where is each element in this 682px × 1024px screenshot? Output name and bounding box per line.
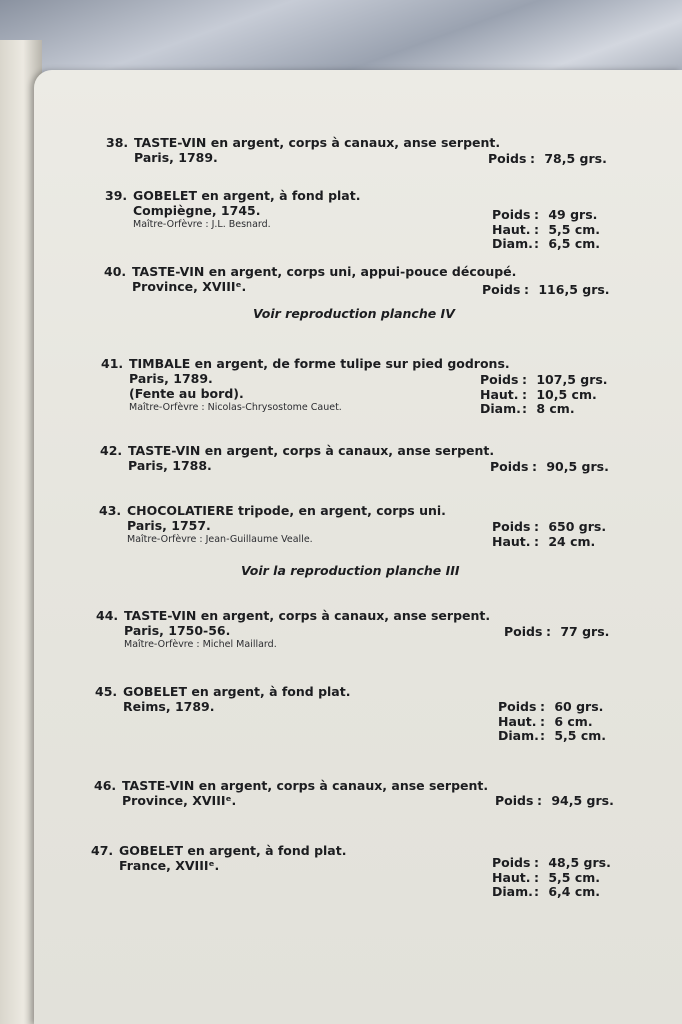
entry-title bbox=[128, 443, 508, 458]
entry-number: 44. bbox=[96, 608, 119, 623]
plate-note-iv: Voir reproduction planche IV bbox=[253, 306, 455, 321]
entry-number: 42. bbox=[100, 443, 123, 458]
measurement-label: Haut. bbox=[492, 533, 531, 549]
measurement-value: 10,5 cm. bbox=[532, 386, 597, 402]
entry-origin-line: Paris, 1750-56. bbox=[124, 623, 231, 638]
entry-maker: Maître-Orfèvre : J.L. Besnard. bbox=[133, 219, 271, 230]
entry-origin-line: Paris, 1788. bbox=[128, 458, 212, 473]
measurement-row: Poids : 77 grs. bbox=[504, 624, 610, 639]
entry-description: en argent, corps à canaux, anse serpent. bbox=[206, 135, 501, 150]
entry-maker: Maître-Orfèvre : Jean-Guillaume Vealle. bbox=[127, 534, 313, 545]
entry-object-type: TASTE-VIN bbox=[122, 778, 195, 793]
entry-number: 39. bbox=[105, 188, 128, 203]
measurement-row: Haut. : 24 cm. bbox=[492, 533, 596, 549]
measurement-row: Haut. : 6 cm. bbox=[498, 713, 593, 729]
entry-measurements bbox=[492, 856, 611, 900]
entry-description: en argent, à fond plat. bbox=[196, 188, 361, 203]
entry-origin-line: Compiègne, 1745. bbox=[133, 203, 261, 218]
entry-measurements bbox=[490, 460, 609, 475]
measurement-value: 48,5 grs. bbox=[544, 855, 611, 870]
measurement-label: Poids bbox=[480, 372, 519, 387]
entry-object-type: TASTE-VIN bbox=[128, 443, 201, 458]
entry-number: 47. bbox=[91, 843, 114, 858]
measurement-label: Poids bbox=[492, 207, 531, 222]
measurement-label: Poids bbox=[498, 699, 537, 714]
measurement-row: Poids : 650 grs. bbox=[492, 519, 607, 534]
measurement-row: Poids : 78,5 grs. bbox=[488, 151, 607, 166]
entry-origin-line: Paris, 1757. bbox=[127, 518, 211, 533]
measurement-row: Poids : 116,5 grs. bbox=[482, 282, 610, 297]
entry-object-type: TASTE-VIN bbox=[134, 135, 207, 150]
entry-origin-line: Paris, 1789. bbox=[134, 150, 218, 165]
entry-number: 45. bbox=[95, 684, 118, 699]
measurement-value: 49 grs. bbox=[544, 207, 598, 222]
entry-title bbox=[119, 843, 499, 858]
plate-note-iii: Voir la reproduction planche III bbox=[241, 563, 460, 578]
measurement-row: Haut. : 10,5 cm. bbox=[480, 386, 597, 402]
entry-description: en argent, corps uni, appui-pouce découpé. bbox=[204, 264, 517, 279]
measurement-label: Poids bbox=[492, 855, 531, 870]
entry-title bbox=[127, 503, 507, 518]
entry-title bbox=[122, 778, 502, 793]
entry-origin-line: Paris, 1789. bbox=[129, 371, 213, 386]
measurement-label: Poids bbox=[504, 624, 543, 639]
measurement-value: 94,5 grs. bbox=[547, 793, 614, 808]
entry-object-type: TASTE-VIN bbox=[124, 608, 197, 623]
entry-object-type: GOBELET bbox=[123, 684, 187, 699]
measurement-value: 60 grs. bbox=[550, 699, 604, 714]
measurement-value: 78,5 grs. bbox=[540, 151, 607, 166]
measurement-value: 650 grs. bbox=[544, 519, 607, 534]
measurement-label: Diam. bbox=[492, 884, 533, 899]
measurement-label: Haut. bbox=[492, 869, 531, 885]
entry-maker: Maître-Orfèvre : Nicolas-Chrysostome Cauet. bbox=[129, 402, 342, 413]
entry-description: tripode, en argent, corps uni. bbox=[233, 503, 446, 518]
measurement-label: Diam. bbox=[480, 401, 521, 416]
measurement-label: Haut. bbox=[492, 221, 531, 237]
entry-description: en argent, de forme tulipe sur pied godrons. bbox=[190, 356, 510, 371]
measurement-row: Haut. : 5,5 cm. bbox=[492, 869, 601, 885]
entry-title bbox=[123, 684, 503, 699]
entry-description: en argent, à fond plat. bbox=[182, 843, 347, 858]
entry-measurements bbox=[492, 208, 600, 252]
measurement-row: Haut. : 5,5 cm. bbox=[492, 221, 601, 237]
entry-number: 46. bbox=[94, 778, 117, 793]
entry-title bbox=[132, 264, 517, 279]
measurement-label: Diam. bbox=[492, 236, 533, 251]
measurement-row: Poids : 107,5 grs. bbox=[480, 372, 608, 387]
measurement-value: 6,5 cm. bbox=[544, 236, 601, 251]
measurement-label: Haut. bbox=[480, 386, 519, 402]
measurement-row: Diam.: 6,5 cm. bbox=[492, 236, 601, 251]
measurement-value: 5,5 cm. bbox=[544, 221, 601, 237]
measurement-row: Diam.: 8 cm. bbox=[480, 401, 575, 416]
entry-origin-line: France, XVIIIᵉ. bbox=[119, 858, 220, 873]
entry-title bbox=[134, 135, 514, 150]
entry-maker: Maître-Orfèvre : Michel Maillard. bbox=[124, 639, 277, 650]
entry-object-type: TIMBALE bbox=[129, 356, 191, 371]
measurement-value: 6,4 cm. bbox=[544, 884, 601, 899]
entry-title bbox=[133, 188, 513, 203]
entry-object-type: GOBELET bbox=[119, 843, 183, 858]
measurement-value: 5,5 cm. bbox=[544, 869, 601, 885]
entry-description: en argent, corps à canaux, anse serpent. bbox=[194, 778, 489, 793]
entry-measurements bbox=[495, 794, 614, 809]
entry-number: 40. bbox=[104, 264, 127, 279]
measurement-value: 5,5 cm. bbox=[550, 728, 607, 743]
measurement-row: Diam.: 5,5 cm. bbox=[498, 728, 607, 743]
entry-measurements bbox=[482, 283, 610, 298]
measurement-value: 107,5 grs. bbox=[532, 372, 608, 387]
measurement-label: Poids bbox=[482, 282, 521, 297]
entry-description: en argent, corps à canaux, anse serpent. bbox=[200, 443, 495, 458]
entry-number: 43. bbox=[99, 503, 122, 518]
entry-measurements bbox=[488, 152, 607, 167]
entry-origin-line: (Fente au bord). bbox=[129, 386, 244, 401]
measurement-row: Poids : 60 grs. bbox=[498, 699, 604, 714]
measurement-value: 116,5 grs. bbox=[534, 282, 610, 297]
entry-title bbox=[129, 356, 509, 371]
entry-origin-line: Reims, 1789. bbox=[123, 699, 215, 714]
measurement-label: Diam. bbox=[498, 728, 539, 743]
entry-description: en argent, corps à canaux, anse serpent. bbox=[196, 608, 491, 623]
entry-measurements bbox=[498, 700, 606, 744]
measurement-row: Poids : 94,5 grs. bbox=[495, 793, 614, 808]
entry-object-type: CHOCOLATIERE bbox=[127, 503, 234, 518]
entry-number: 41. bbox=[101, 356, 124, 371]
measurement-value: 6 cm. bbox=[550, 713, 593, 729]
measurement-value: 24 cm. bbox=[544, 533, 596, 549]
measurement-row: Poids : 49 grs. bbox=[492, 207, 598, 222]
entry-origin-line: Province, XVIIIᵉ. bbox=[122, 793, 237, 808]
entry-measurements bbox=[504, 625, 609, 640]
measurement-label: Poids bbox=[492, 519, 531, 534]
entry-object-type: TASTE-VIN bbox=[132, 264, 205, 279]
entry-title bbox=[124, 608, 504, 623]
entry-origin-line: Province, XVIIIᵉ. bbox=[132, 279, 247, 294]
entry-description: en argent, à fond plat. bbox=[186, 684, 351, 699]
measurement-label: Poids bbox=[495, 793, 534, 808]
measurement-row: Poids : 90,5 grs. bbox=[490, 459, 609, 474]
measurement-label: Haut. bbox=[498, 713, 537, 729]
entry-number: 38. bbox=[106, 135, 129, 150]
measurement-row: Diam.: 6,4 cm. bbox=[492, 884, 601, 899]
measurement-value: 8 cm. bbox=[532, 401, 575, 416]
measurement-value: 90,5 grs. bbox=[542, 459, 609, 474]
entry-measurements bbox=[492, 520, 606, 549]
measurement-row: Poids : 48,5 grs. bbox=[492, 855, 611, 870]
measurement-value: 77 grs. bbox=[556, 624, 610, 639]
catalogue-page bbox=[34, 70, 682, 1024]
measurement-label: Poids bbox=[488, 151, 527, 166]
measurement-label: Poids bbox=[490, 459, 529, 474]
entry-measurements bbox=[480, 373, 608, 417]
entry-object-type: GOBELET bbox=[133, 188, 197, 203]
